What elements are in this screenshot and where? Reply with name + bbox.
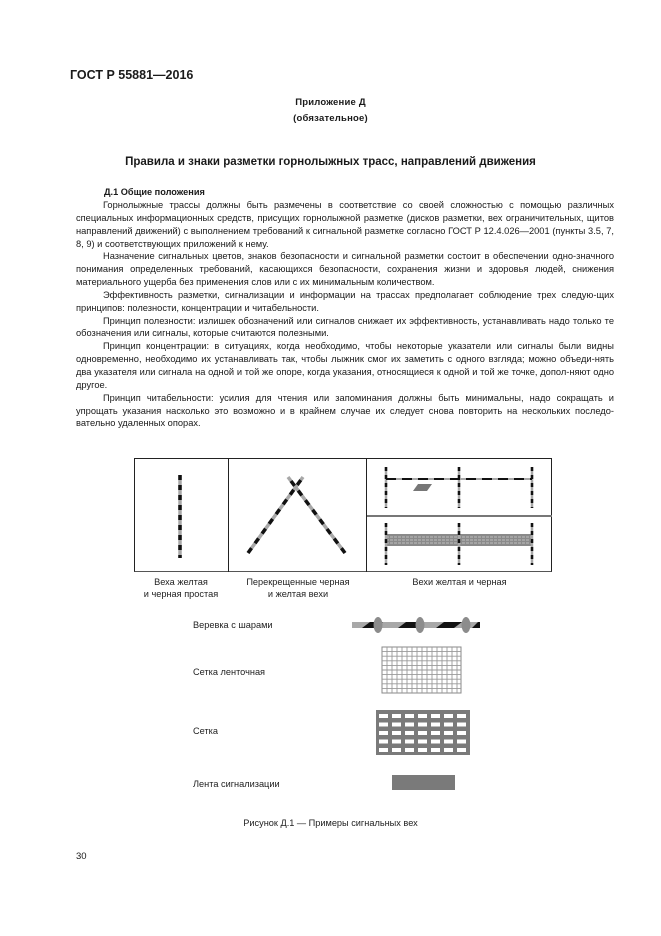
- rope-with-balls-swatch: [352, 617, 480, 633]
- caption-line: и желтая вехи: [267, 588, 329, 599]
- appendix-status: (обязательное): [293, 113, 368, 124]
- panel-caption-poles-pair: [367, 577, 552, 589]
- poles-with-rope-illustration: [386, 467, 532, 508]
- caption-line: Перекрещенные черная: [246, 577, 350, 587]
- page-number: 30: [76, 851, 87, 862]
- section-heading: Д.1 Общие положения: [104, 187, 205, 197]
- appendix-title: Правила и знаки разметки горнолыжных трасс, направлений движения: [125, 156, 536, 168]
- paragraph: Горнолыжные трассы должны быть размечены в соответствие со своей сложностью с помощью различных специальных информационных средств, присущих горнолыжной разметке (дисков разметки, вех ограничительных, щитов направлений движений) с выполнением требований к сигнальной разметке согласно ГОСТ Р 12.4.026—2001 (пункты 3.5, 7, 8, 9) и соответствующих приложений к нему.: [76, 200, 614, 249]
- legend-rope-with-balls: Веревка с шарами: [193, 620, 273, 630]
- caption-line: Вехи желтая и черная: [412, 577, 507, 587]
- appendix-label: Приложение Д: [295, 97, 366, 108]
- ribbon-mesh-grid: [382, 647, 461, 693]
- paragraph: Принцип полезности: излишек обозначений или сигналов снижает их эффективность, устанавливать надо только те обозначения или сигналы, которые считаются полезными.: [76, 315, 614, 339]
- caption-line: и черная простая: [143, 588, 219, 599]
- signal-tape-swatch: [392, 775, 455, 790]
- legend-signal-tape: Лента сигнализации: [193, 779, 280, 789]
- standard-code-header: ГОСТ Р 55881—2016: [70, 68, 194, 82]
- legend-net: Сетка: [193, 726, 218, 736]
- poles-with-mesh-illustration: [386, 523, 532, 565]
- caption-line: Веха желтая: [154, 577, 208, 587]
- legend-ribbon-mesh: Сетка ленточная: [193, 667, 266, 677]
- paragraph: Эффективность разметки, сигнализации и информации на трассах предполагает соблюдение трех следую-щих принципов: полезности, концентрации и читабельности.: [76, 289, 614, 313]
- panel-caption-crossed-poles: [229, 577, 367, 600]
- panel-caption-single-pole: [134, 577, 228, 600]
- paragraph: Принцип концентрации: в ситуациях, когда необходимо, чтобы некоторые указатели или сигналы были видны одновременно, необходимо их устанавливать так, чтобы лыжник смог их заметить с одного взгляда; можно объеди-нять два указателя или сигнала на одной и той же опоре, когда указания, относящиеся к одной и той же точке, допол-няют одно другое.: [76, 341, 614, 390]
- net-holes: [376, 710, 470, 755]
- paragraph: Принцип читабельности: усилия для чтения или запоминания должны быть минимальны, надо сокращать и упрощать указания насколько это возможно и в крайнем случае их следует снова повторить на нескольких последо-вательно удаленных опорах.: [76, 392, 614, 429]
- figure-title: Рисунок Д.1 — Примеры сигнальных вех: [243, 818, 418, 828]
- paragraph: Назначение сигнальных цветов, знаков безопасности и сигнальной разметки состоит в обеспечении одно-значного понимания определенных требований, касающихся безопасности, сохранения жизни и здоровья людей, снижения материального ущерба без применения слов или с их минимальным количеством.: [76, 251, 614, 288]
